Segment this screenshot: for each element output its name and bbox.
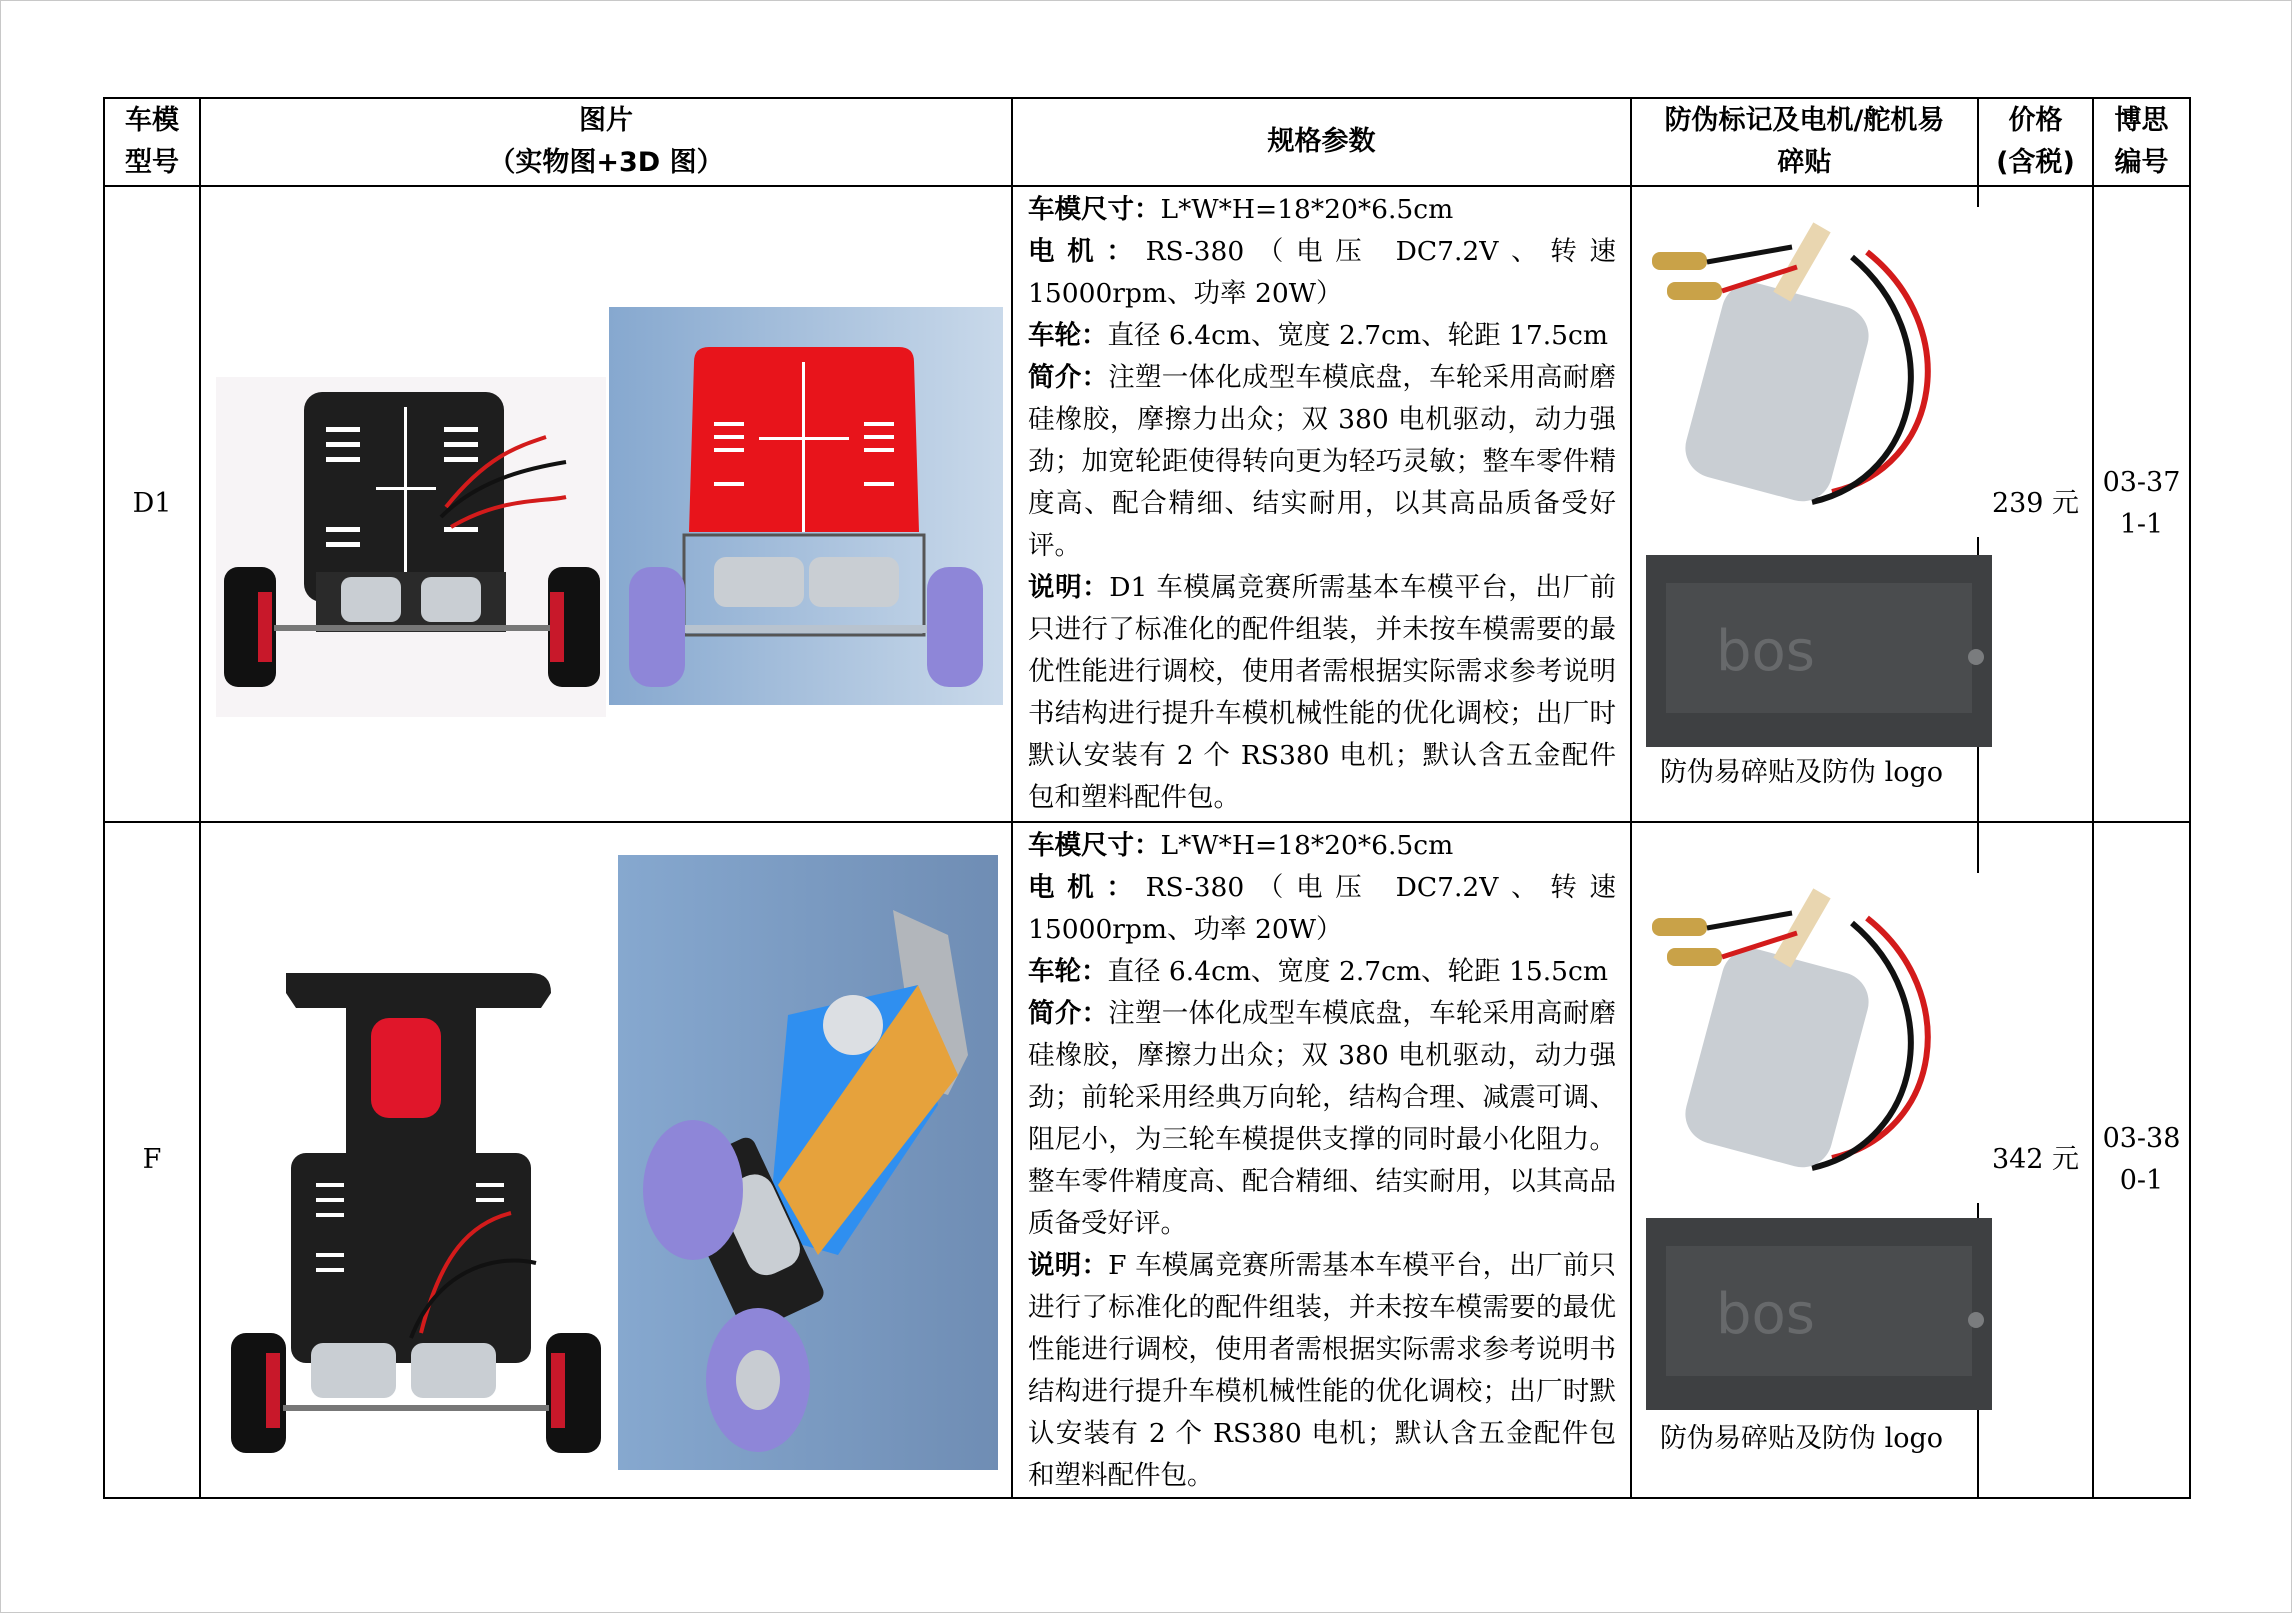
spec-wheel: 车轮：直径 6.4cm、宽度 2.7cm、轮距 15.5cm [1028, 956, 1608, 987]
image-cell [200, 822, 1012, 1498]
car-chassis-photo [221, 953, 611, 1453]
anti-cell [1631, 822, 1978, 1498]
header-model: 车模 型号 [104, 98, 200, 186]
anti-counterfeit-sticker-photo [1646, 1218, 1992, 1410]
spec-size: 车模尺寸：L*W*H=18*20*6.5cm [1028, 194, 1454, 225]
header-anti: 防伪标记及电机/舵机易 碎贴 [1631, 98, 1978, 186]
anti-caption: 防伪易碎贴及防伪 logo [1660, 757, 1944, 788]
specs-cell [1012, 186, 1631, 822]
svg-text:bos: bos [1716, 1282, 1815, 1347]
table-row [104, 822, 2190, 1498]
header-code: 博思 编号 [2093, 98, 2190, 186]
model-cell: D1 [104, 186, 200, 822]
header-image: 图片 （实物图+3D 图） [200, 98, 1012, 186]
price-cell: 342 元 [1978, 822, 2093, 1498]
specs-cell [1012, 822, 1631, 1498]
code-cell: 03-38 0-1 [2093, 822, 2190, 1498]
spec-table [103, 97, 2191, 1499]
header-price: 价格 (含税) [1978, 98, 2093, 186]
anti-caption: 防伪易碎贴及防伪 logo [1660, 1423, 1944, 1454]
motor-photo [1642, 873, 1982, 1203]
spec-wheel: 车轮：直径 6.4cm、宽度 2.7cm、轮距 17.5cm [1028, 320, 1608, 351]
table-row [104, 186, 2190, 822]
spec-note: 说明：D1 车模属竞赛所需基本车模平台，出厂前只进行了标准化的配件组装，并未按车模需要的最优性能进行调校，使用者需根据实际需求参考说明书结构进行提升车模机械性能的优化调校；出厂时默认安装有 2 个 RS380 电机；默认含五金配件包和塑料配件包。 [1028, 572, 1617, 813]
car-3d-render [618, 855, 998, 1470]
anti-counterfeit-sticker-photo [1646, 555, 1992, 747]
spec-motor: 电机：RS-380（电压 DC7.2V、转速 15000rpm、功率 20W） [1028, 872, 1617, 945]
spec-size: 车模尺寸：L*W*H=18*20*6.5cm [1028, 830, 1454, 861]
image-cell [200, 186, 1012, 822]
header-row [104, 98, 2190, 186]
car-3d-render [609, 307, 1003, 705]
spec-note: 说明：F 车模属竞赛所需基本车模平台，出厂前只进行了标准化的配件组装，并未按车模需要的最优性能进行调校，使用者需根据实际需求参考说明书结构进行提升车模机械性能的优化调校；出厂时默认安装有 2 个 RS380 电机；默认含五金配件包和塑料配件包。 [1028, 1250, 1617, 1491]
motor-photo [1642, 207, 1982, 537]
price-cell: 239 元 [1978, 186, 2093, 822]
car-chassis-photo [216, 377, 606, 717]
spec-motor: 电机：RS-380（电压 DC7.2V、转速 15000rpm、功率 20W） [1028, 236, 1617, 309]
code-cell: 03-37 1-1 [2093, 186, 2190, 822]
anti-cell [1631, 186, 1978, 822]
svg-text:bos: bos [1716, 619, 1815, 684]
spec-intro: 简介：注塑一体化成型车模底盘，车轮采用高耐磨硅橡胶，摩擦力出众；双 380 电机驱动，动力强劲；前轮采用经典万向轮，结构合理、减震可调、阻尼小，为三轮车模提供支撑的同时最小化阻力。整车零件精度高、配合精细、结实耐用，以其高品质备受好评。 [1028, 998, 1617, 1239]
model-cell: F [104, 822, 200, 1498]
spec-intro: 简介：注塑一体化成型车模底盘，车轮采用高耐磨硅橡胶，摩擦力出众；双 380 电机驱动，动力强劲；加宽轮距使得转向更为轻巧灵敏；整车零件精度高、配合精细、结实耐用，以其高品质备受好评。 [1028, 362, 1617, 561]
header-specs: 规格参数 [1012, 98, 1631, 186]
